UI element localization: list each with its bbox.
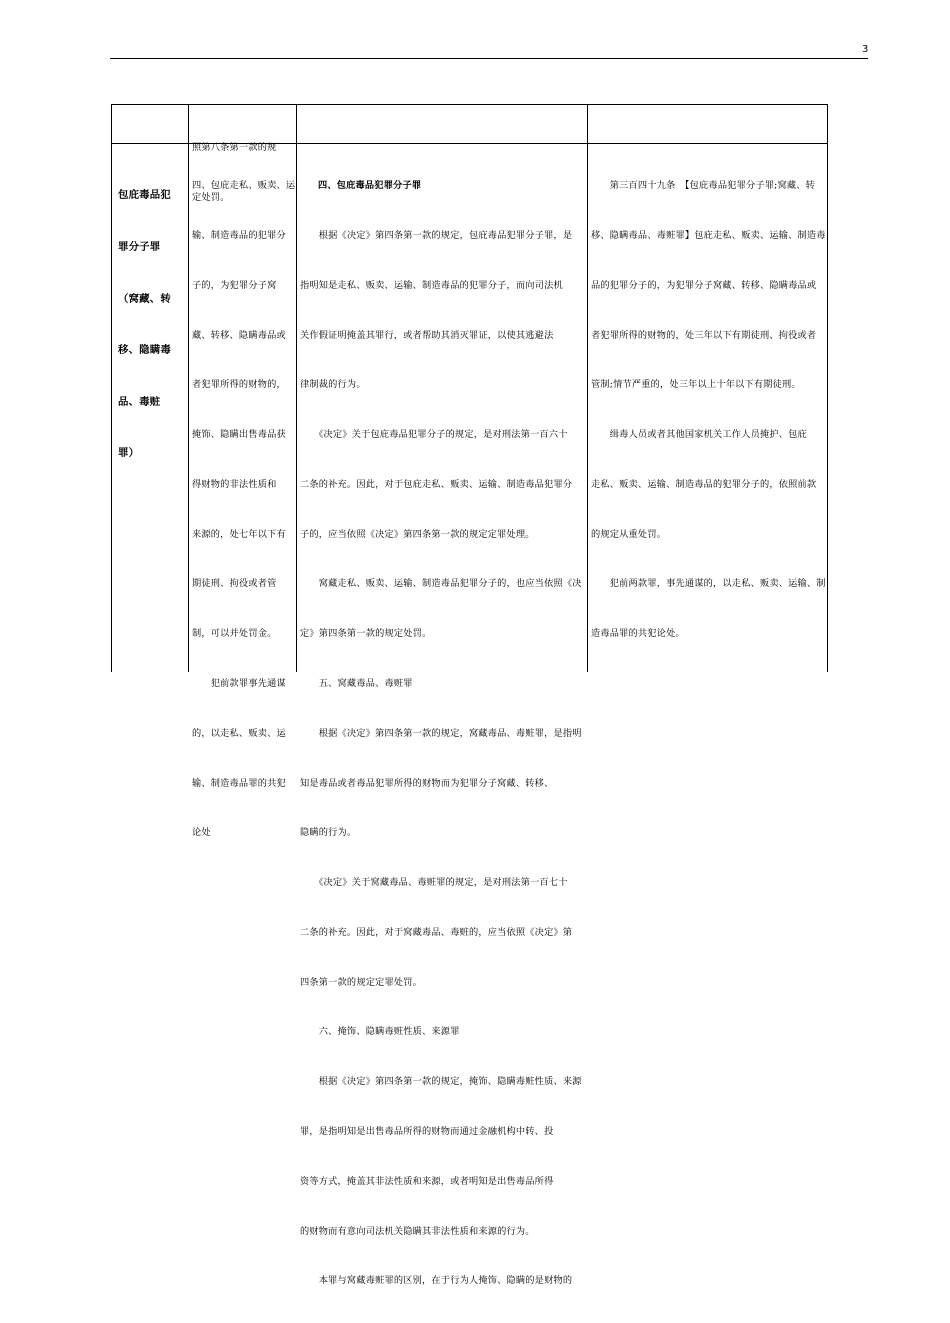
cell-line: 律制裁的行为。 bbox=[300, 379, 366, 391]
cell-line: 根据《决定》第四条第一款的规定，包庇毒品犯罪分子罪，是 bbox=[300, 229, 573, 241]
header-rule bbox=[110, 58, 868, 59]
cell-line: 根据《决定》第四条第一款的规定，掩饰、隐瞒毒赃性质、来源 bbox=[300, 1076, 582, 1088]
cell-line: 造毒品罪的共犯论处。 bbox=[591, 628, 685, 640]
cell-line: 四条第一款的规定定罪处罚。 bbox=[300, 976, 423, 988]
cell-line: 知是毒品或者毒品犯罪所得的财物而为犯罪分子窝藏、转移、 bbox=[300, 777, 554, 789]
cell-line: 窝藏走私、贩卖、运输、制造毒品犯罪分子的，也应当依照《决 bbox=[300, 578, 582, 590]
cell-line: 的规定从重处罚。 bbox=[591, 528, 667, 540]
cell-line: 藏、转移、隐瞒毒品或 bbox=[192, 329, 286, 341]
cell-line: 的财物而有意向司法机关隐瞒其非法性质和来源的行为。 bbox=[300, 1225, 535, 1237]
cell-line: 罪，是指明知是出售毒品所得的财物而通过金融机构中转、投 bbox=[300, 1126, 554, 1138]
cell-line: 定处罚。 bbox=[192, 191, 230, 203]
page-number: 3 bbox=[862, 44, 869, 55]
cell-line: 本罪与窝藏毒赃罪的区别，在于行为人掩饰、隐瞒的是财物的 bbox=[300, 1275, 573, 1287]
cell-line: 《决定》关于窝藏毒品、毒赃罪的规定，是对刑法第一百七十 bbox=[300, 877, 568, 889]
cell-line: 管制;情节严重的，处三年以上十年以下有期徒刑。 bbox=[591, 379, 801, 391]
cell-line: 五、窝藏毒品、毒赃罪 bbox=[300, 678, 413, 689]
crime-label-line: 包庇毒品犯 bbox=[118, 189, 171, 202]
column-divider-3 bbox=[587, 104, 588, 672]
cell-line: 犯前两款罪，事先通谋的，以走私、贩卖、运输、制 bbox=[591, 578, 826, 590]
cell-line: 指明知是走私、贩卖、运输、制造毒品的犯罪分子，而向司法机 bbox=[300, 279, 563, 291]
cell-line: 者犯罪所得的财物的， bbox=[192, 379, 286, 391]
column-divider-1 bbox=[188, 104, 189, 672]
cell-line: 六、掩饰、隐瞒毒赃性质、来源罪 bbox=[300, 1026, 460, 1038]
cell-line: 犯前款罪事先通谋 bbox=[192, 678, 286, 689]
row2-col2-cell bbox=[192, 145, 295, 875]
crime-label-line: 移、隐瞒毒 bbox=[118, 344, 171, 357]
cell-line: 论处 bbox=[192, 827, 211, 839]
crime-label-line: 品、毒赃 bbox=[118, 395, 161, 408]
cell-line: 者犯罪所得的财物的，处三年以下有期徒刑、拘役或者 bbox=[591, 329, 817, 341]
cell-line: 输、制造毒品的犯罪分 bbox=[192, 229, 286, 241]
column-divider-2 bbox=[296, 104, 297, 672]
cell-line: 资等方式，掩盖其非法性质和来源，或者明知是出售毒品所得 bbox=[300, 1175, 554, 1187]
cell-line: 子的，为犯罪分子窝 bbox=[192, 279, 277, 291]
cell-line: 走私、贩卖、运输、制造毒品的犯罪分子的，依照前款 bbox=[591, 478, 817, 490]
cell-line: 来源的，处七年以下有 bbox=[192, 528, 286, 540]
cell-line: 品的犯罪分子的，为犯罪分子窝藏、转移、隐瞒毒品或 bbox=[591, 279, 817, 291]
cell-line: 二条的补充。因此，对于窝藏毒品、毒赃的，应当依照《决定》第 bbox=[300, 926, 573, 938]
cell-line: 缉毒人员或者其他国家机关工作人员掩护、包庇 bbox=[591, 429, 807, 441]
cell-line: 移、隐瞒毒品、毒赃罪】包庇走私、贩卖、运输、制造毒 bbox=[591, 229, 826, 241]
cell-line: 制，可以并处罚金。 bbox=[192, 628, 277, 640]
cell-line: 输、制造毒品罪的共犯 bbox=[192, 777, 286, 789]
crime-label-line: 罪分子罪 bbox=[118, 241, 161, 254]
cell-line: 四、包庇走私、贩卖、运 bbox=[192, 180, 296, 192]
cell-line: 的，以走私、贩卖、运 bbox=[192, 727, 286, 739]
cell-line: 隐瞒的行为。 bbox=[300, 827, 357, 839]
crime-label-line: 罪） bbox=[118, 447, 140, 460]
cell-line: 关作假证明掩盖其罪行，或者帮助其消灭罪证，以使其逃避法 bbox=[300, 329, 554, 341]
row2-col4-cell bbox=[591, 145, 826, 676]
cell-line: 定》第四条第一款的规定处罚。 bbox=[300, 628, 432, 640]
cell-line: 《决定》关于包庇毒品犯罪分子的规定，是对刑法第一百六十 bbox=[300, 429, 568, 441]
crime-label-line: （窝藏、转 bbox=[118, 292, 171, 305]
row2-col3-cell bbox=[300, 145, 582, 1323]
crime-label bbox=[118, 153, 171, 497]
column-divider-right bbox=[827, 104, 828, 672]
cell-line: 子的，应当依照《决定》第四条第一款的规定定罪处理。 bbox=[300, 528, 535, 540]
cell-line: 二条的补充。因此，对于包庇走私、贩卖、运输、制造毒品犯罪分 bbox=[300, 478, 573, 490]
cell-line: 第三百四十九条 【包庇毒品犯罪分子罪;窝藏、转 bbox=[591, 180, 815, 192]
section-heading: 四、包庇毒品犯罪分子罪 bbox=[318, 180, 422, 192]
cell-line: 照第八条第一款的规 bbox=[192, 142, 277, 154]
cell-line: 得财物的非法性质和 bbox=[192, 478, 277, 490]
cell-line: 掩饰、隐瞒出售毒品获 bbox=[192, 429, 286, 441]
cell-line: 根据《决定》第四条第一款的规定，窝藏毒品、毒赃罪，是指明 bbox=[300, 727, 582, 739]
cell-line: 期徒刑、拘役或者管 bbox=[192, 578, 277, 590]
